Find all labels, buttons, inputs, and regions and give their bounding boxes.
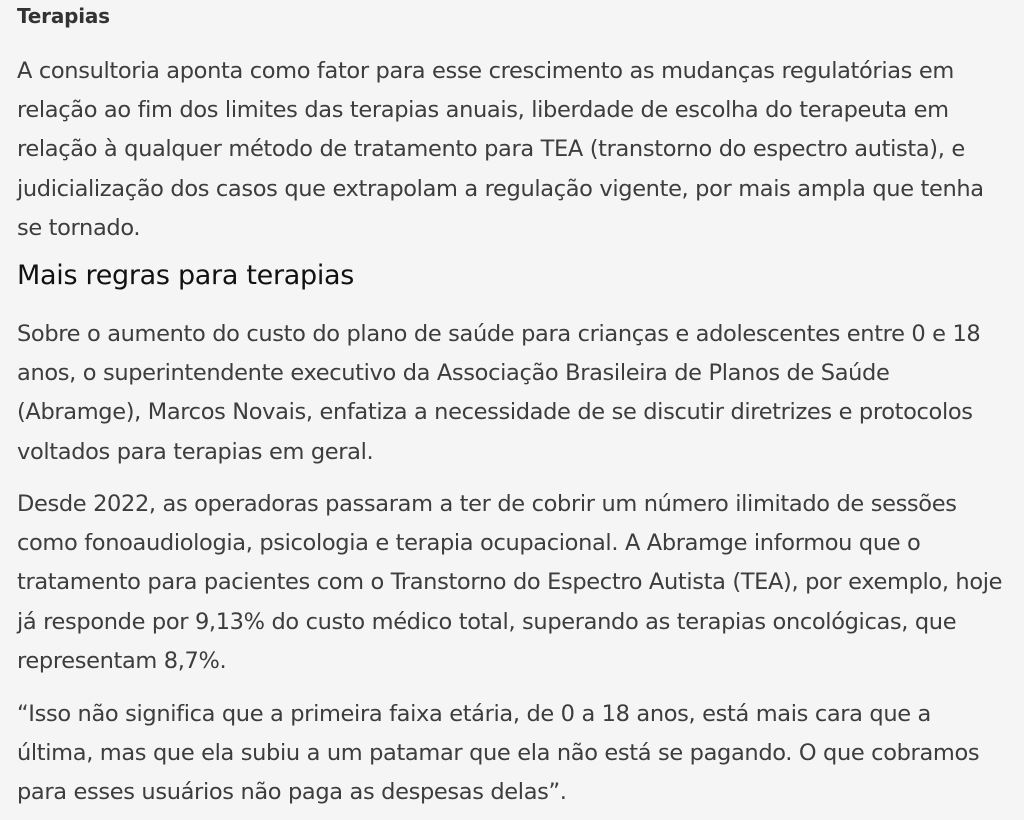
section-heading: Mais regras para terapias xyxy=(17,260,355,291)
section-label: Terapias xyxy=(17,4,110,28)
article-paragraph: Desde 2022, as operadoras passaram a ter de cobrir um número ilimitado de sessões como fonoaudiologia, psicologia e terapia ocupacional. A Abramge informou que o tratamento para pacientes com o Transtorno do Espectro Autista (TEA), por exemplo, hoje já responde por 9,13% do custo médico total, superando as terapias oncológicas, que representam 8,7%. xyxy=(17,491,1003,674)
article-paragraph: A consultoria aponta como fator para esse crescimento as mudanças regulatórias em relação ao fim dos limites das terapias anuais, liberdade de escolha do terapeuta em relação à qualquer método de tratamento para TEA (transtorno do espectro autista), e judicialização dos casos que extrapolam a regulação vigente, por mais ampla que tenha se tornado. xyxy=(17,58,984,241)
article-quote-paragraph: “Isso não significa que a primeira faixa etária, de 0 a 18 anos, está mais cara que a última, mas que ela subiu a um patamar que ela não está se pagando. O que cobramos para esses usuários não paga as despesas delas”. xyxy=(17,701,980,806)
article-paragraph: Sobre o aumento do custo do plano de saúde para crianças e adolescentes entre 0 e 18 anos, o superintendente executivo da Associação Brasileira de Planos de Saúde (Abramge), Marcos Novais, enfatiza a necessidade de se discutir diretrizes e protocolos voltados para terapias em geral. xyxy=(17,321,981,465)
